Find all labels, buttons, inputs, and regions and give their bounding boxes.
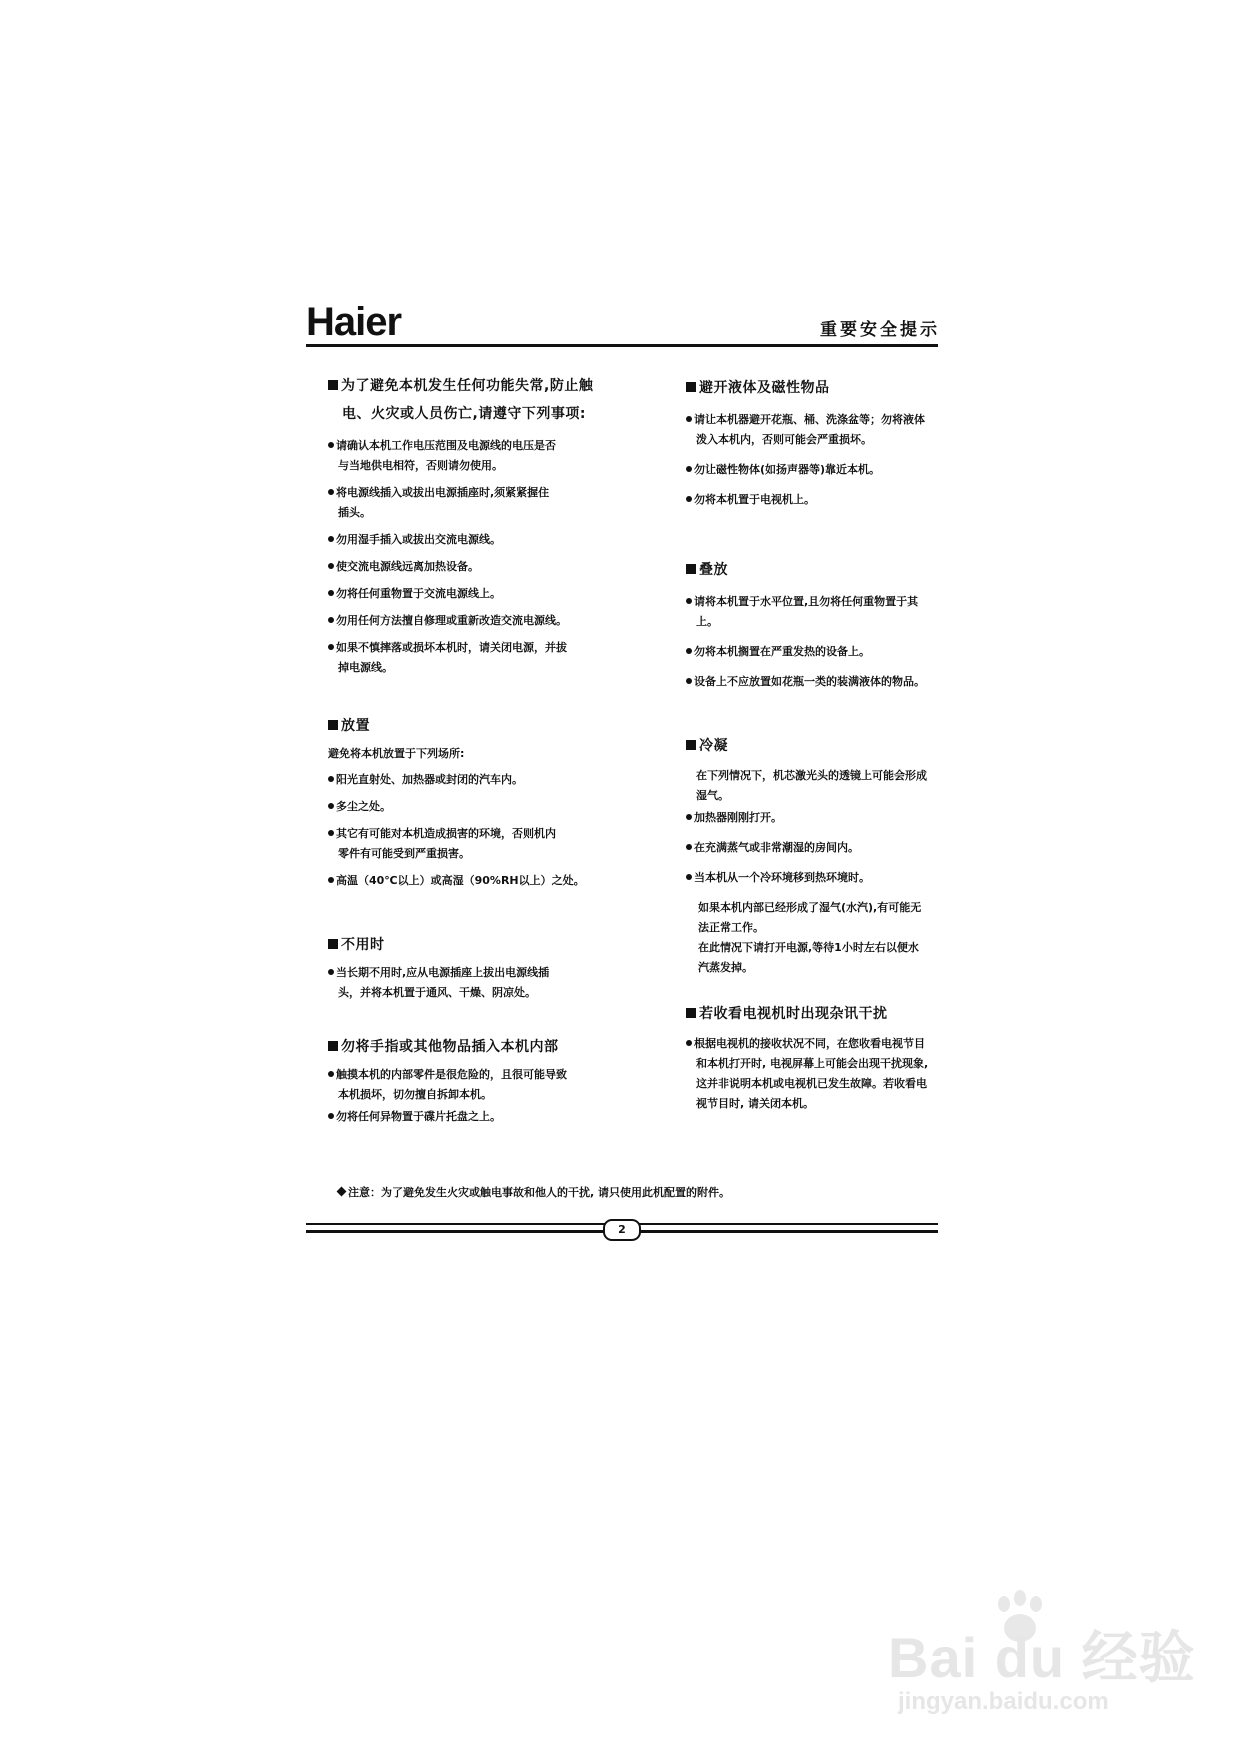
list-item: 高温（40℃以上）或高湿（90%RH以上）之处。 — [328, 871, 638, 891]
bullet-icon — [328, 536, 334, 542]
bullet-icon — [686, 874, 692, 880]
square-bullet-icon — [328, 1041, 338, 1051]
section-safety — [328, 372, 638, 678]
bullet-icon — [686, 496, 692, 502]
bullet-icon — [328, 776, 334, 782]
square-bullet-icon — [686, 564, 696, 574]
section-liquids — [686, 374, 948, 510]
bullet-icon — [328, 1113, 334, 1119]
watermark-url: jingyan.baidu.com — [898, 1688, 1109, 1715]
bullet-icon — [686, 678, 692, 684]
list-item: 其它有可能对本机造成损害的环境，否则机内 零件有可能受到严重损害。 — [328, 824, 638, 864]
bullet-icon — [328, 442, 334, 448]
list-item: 请让本机器避开花瓶、桶、洗涤盆等；勿将液体 泼入本机内，否则可能会严重损坏。 — [686, 410, 948, 450]
bullet-icon — [686, 648, 692, 654]
paragraph-line: 法正常工作。 — [698, 921, 764, 934]
square-bullet-icon — [686, 740, 696, 750]
list-item: 触摸本机的内部零件是很危险的，且很可能导致 本机损坏，切勿擅自拆卸本机。 — [328, 1065, 638, 1105]
section-intro: 在下列情况下，机芯激光头的透镜上可能会形成 — [696, 769, 927, 782]
list-item: 根据电视机的接收状况不同，在您收看电视节目 和本机打开时, 电视屏幕上可能会出现干扰现象, 这并非说明本机或电视机已发生故障。若收看电 视节目时, 请关闭本机。 — [686, 1034, 948, 1114]
section-placement — [328, 712, 638, 891]
square-bullet-icon — [328, 720, 338, 730]
bullet-icon — [328, 644, 334, 650]
page-title: 重要安全提示 — [820, 320, 940, 340]
list-item: 当长期不用时,应从电源插座上拔出电源线插 头，并将本机置于通风、干燥、阴凉处。 — [328, 963, 638, 1003]
list-item: 如果不慎摔落或损坏本机时，请关闭电源，并拔 掉电源线。 — [328, 638, 638, 678]
bullet-icon — [328, 489, 334, 495]
section-intro-cont: 湿气。 — [696, 789, 729, 802]
bullet-icon — [328, 590, 334, 596]
bullet-icon — [328, 1071, 334, 1077]
list-item: 在充满蒸气或非常潮湿的房间内。 — [686, 838, 948, 858]
list-item: 勿将本机置于电视机上。 — [686, 490, 948, 510]
square-bullet-icon — [686, 1008, 696, 1018]
bullet-icon — [328, 617, 334, 623]
list-item: 设备上不应放置如花瓶一类的装满液体的物品。 — [686, 672, 948, 692]
section-title: 叠放 — [686, 556, 948, 584]
list-item: 加热器刚刚打开。 — [686, 808, 948, 828]
section-not-in-use — [328, 931, 638, 1003]
section-title: 为了避免本机发生任何功能失常,防止触 — [328, 372, 638, 400]
paragraph-line: 在此情况下请打开电源,等待1小时左右以便水 — [698, 941, 919, 954]
list-item: 勿用任何方法擅自修理或重新改造交流电源线。 — [328, 611, 638, 631]
list-item: 勿将任何重物置于交流电源线上。 — [328, 584, 638, 604]
right-column — [686, 374, 948, 1121]
bullet-icon — [686, 466, 692, 472]
list-item: 请确认本机工作电压范围及电源线的电压是否 与当地供电相符，否则请勿使用。 — [328, 436, 638, 476]
bullet-icon — [686, 814, 692, 820]
bullet-icon — [686, 844, 692, 850]
list-item: 请将本机置于水平位置,且勿将任何重物置于其 上。 — [686, 592, 948, 632]
list-item: 勿将任何异物置于碟片托盘之上。 — [328, 1107, 638, 1127]
footer-note: 注意：为了避免发生火灾或触电事故和他人的干扰, 请只使用此机配置的附件。 — [338, 1184, 730, 1200]
bullet-icon — [328, 877, 334, 883]
bullet-icon — [328, 969, 334, 975]
bullet-icon — [328, 803, 334, 809]
header-rule — [306, 344, 938, 347]
list-item: 阳光直射处、加热器或封闭的汽车内。 — [328, 770, 638, 790]
bullet-icon — [686, 598, 692, 604]
section-title: 避开液体及磁性物品 — [686, 374, 948, 402]
section-title: 放置 — [328, 712, 638, 740]
diamond-bullet-icon — [337, 1187, 347, 1197]
list-item: 当本机从一个冷环境移到热环境时。 — [686, 868, 948, 888]
list-item: 使交流电源线远离加热设备。 — [328, 557, 638, 577]
square-bullet-icon — [328, 939, 338, 949]
section-intro: 避免将本机放置于下列场所: — [328, 747, 465, 760]
section-tv-interference — [686, 1000, 948, 1114]
list-item: 将电源线插入或拔出电源插座时,须紧紧握住 插头。 — [328, 483, 638, 523]
section-title: 不用时 — [328, 931, 638, 959]
section-no-insert — [328, 1033, 638, 1127]
section-condensation — [686, 732, 948, 978]
list-item: 勿让磁性物体(如扬声器等)靠近本机。 — [686, 460, 948, 480]
section-stacking — [686, 556, 948, 692]
watermark-brand: Bai du 经验 — [888, 1626, 1196, 1689]
left-column — [328, 372, 638, 1134]
paragraph-line: 汽蒸发掉。 — [698, 961, 753, 974]
list-item: 多尘之处。 — [328, 797, 638, 817]
square-bullet-icon — [328, 380, 338, 390]
section-title: 冷凝 — [686, 732, 948, 760]
list-item: 勿将本机搁置在严重发热的设备上。 — [686, 642, 948, 662]
paragraph-line: 如果本机内部已经形成了湿气(水汽),有可能无 — [698, 901, 922, 914]
bullet-icon — [686, 416, 692, 422]
page-number: 2 — [603, 1219, 641, 1241]
section-title-cont: 电、火灾或人员伤亡,请遵守下列事项: — [342, 406, 586, 422]
bullet-icon — [328, 830, 334, 836]
list-item: 勿用湿手插入或拔出交流电源线。 — [328, 530, 638, 550]
section-title: 若收看电视机时出现杂讯干扰 — [686, 1000, 948, 1028]
bullet-icon — [328, 563, 334, 569]
square-bullet-icon — [686, 382, 696, 392]
bullet-icon — [686, 1040, 692, 1046]
brand-logo: Haier — [306, 300, 402, 344]
section-title: 勿将手指或其他物品插入本机内部 — [328, 1033, 638, 1061]
